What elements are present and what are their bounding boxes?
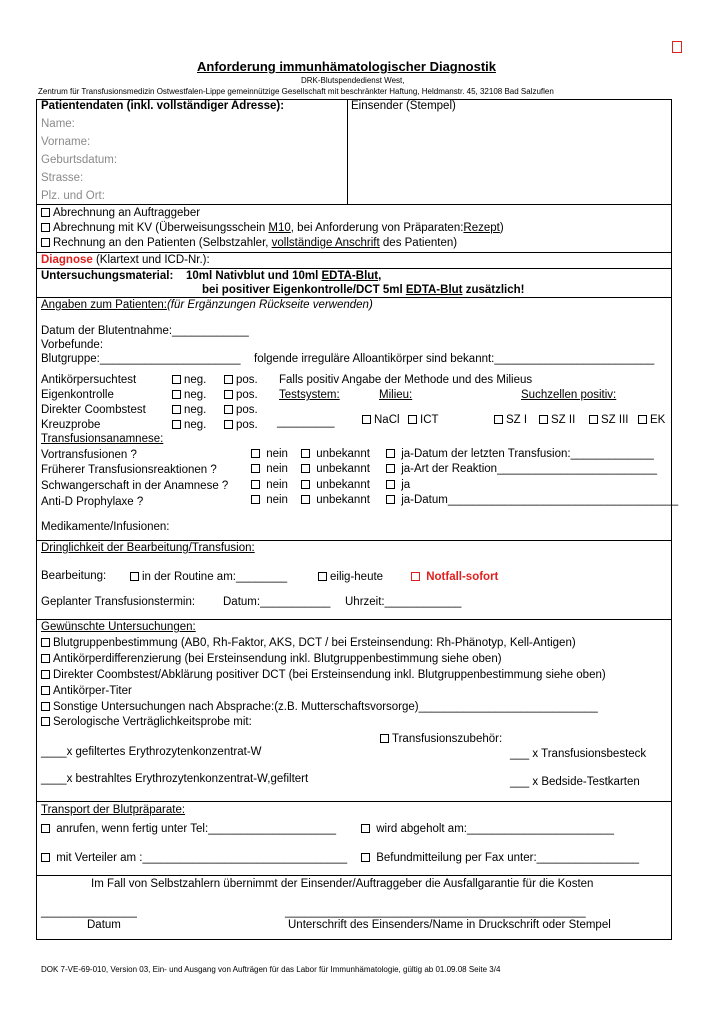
schwangerschaft-label: Schwangerschaft in der Anamnese ? xyxy=(41,480,229,492)
unbekannt-checkbox[interactable]: unbekannt xyxy=(301,479,370,491)
checkbox-icon[interactable] xyxy=(301,495,310,504)
checkbox-icon[interactable] xyxy=(380,734,389,743)
checkbox-icon[interactable] xyxy=(41,853,50,862)
neg-checkbox[interactable]: neg. xyxy=(172,404,206,416)
checkbox-icon[interactable] xyxy=(539,415,548,424)
untersuchung-item[interactable]: Antikörper-Titer xyxy=(41,685,132,697)
org-address: Zentrum für Transfusionsmedizin Ostwestfalen-Lippe gemeinnützige Gesellschaft mit beschränkter Haftung, Heldmanstr. 45, 32108 Bad Salzuflen xyxy=(38,87,554,96)
neg-checkbox[interactable]: neg. xyxy=(172,419,206,431)
vorname-field[interactable]: Vorname: xyxy=(41,136,91,148)
abgeholt-checkbox[interactable]: wird abgeholt am:_______________________ xyxy=(361,823,614,835)
checkbox-icon[interactable] xyxy=(251,464,260,473)
sz1-checkbox[interactable]: SZ I xyxy=(494,414,527,426)
anrufen-checkbox[interactable]: anrufen, wenn fertig unter Tel:____________________ xyxy=(41,823,336,835)
checkbox-icon[interactable] xyxy=(172,420,181,429)
checkbox-icon[interactable] xyxy=(41,670,50,679)
checkbox-icon[interactable] xyxy=(386,480,395,489)
alloantikoerper-field[interactable]: folgende irreguläre Alloantikörper sind bekannt:_________________________ xyxy=(254,353,655,365)
transfusion-heading: Transfusionsanamnese: xyxy=(41,433,164,445)
checkbox-icon[interactable] xyxy=(251,480,260,489)
ja-datum-checkbox[interactable]: ja-Datum der letzten Transfusion:_____________ xyxy=(386,448,654,460)
transport-heading: Transport der Blutpräparate: xyxy=(41,804,186,816)
pos-checkbox[interactable]: pos. xyxy=(224,419,258,431)
untersuchung-item[interactable]: Direkter Coombstest/Abklärung positiver DCT (bei Ersteinsendung inkl. Blutgruppenbestimmung siehe oben) xyxy=(41,669,606,681)
test-antikoerpersuchtest: Antikörpersuchtest xyxy=(41,374,137,386)
checkbox-icon[interactable] xyxy=(41,824,50,833)
fax-checkbox[interactable]: Befundmitteilung per Fax unter:________________ xyxy=(361,852,639,864)
checkbox-icon[interactable] xyxy=(224,375,233,384)
testsystem-field[interactable]: _________ xyxy=(277,416,335,428)
checkbox-icon[interactable] xyxy=(301,449,310,458)
diagnose-line: Diagnose (Klartext und ICD-Nr.): xyxy=(41,254,210,266)
untersuchung-item[interactable]: Antikörperdifferenzierung (bei Ersteinsendung inkl. Blutgruppenbestimmung siehe oben) xyxy=(41,653,502,665)
ja-checkbox[interactable]: ja xyxy=(386,479,410,491)
divider xyxy=(36,252,672,253)
untersuchungen-heading: Gewünschte Untersuchungen: xyxy=(41,621,196,633)
ek-bestrahlt-field[interactable]: ____x bestrahltes Erythrozytenkonzentrat-W,gefiltert xyxy=(41,773,309,785)
checkbox-icon[interactable] xyxy=(251,449,260,458)
testsystem-label: Testsystem: xyxy=(279,389,340,401)
divider xyxy=(347,99,348,204)
checkbox-icon[interactable] xyxy=(362,415,371,424)
page-title: Anforderung immunhämatologischer Diagnostik xyxy=(197,59,497,74)
pos-checkbox[interactable]: pos. xyxy=(224,404,258,416)
untersuchung-item[interactable]: Blutgruppenbestimmung (AB0, Rh-Faktor, AKS, DCT / bei Ersteinsendung: Rh-Phänotyp, Kell-Antigen) xyxy=(41,637,576,649)
checkbox-icon[interactable] xyxy=(41,223,50,232)
angaben-heading: Angaben zum Patienten:(für Ergänzungen Rückseite verwenden) xyxy=(41,299,373,311)
checkbox-icon[interactable] xyxy=(130,572,139,581)
anti-d-label: Anti-D Prophylaxe ? xyxy=(41,496,144,508)
checkbox-icon[interactable] xyxy=(224,405,233,414)
checkbox-icon[interactable] xyxy=(301,480,310,489)
checkbox-icon[interactable] xyxy=(494,415,503,424)
subtitle: DRK-Blutspendedienst West, xyxy=(301,76,405,85)
material-label: Untersuchungsmaterial: xyxy=(41,270,174,282)
checkbox-icon[interactable] xyxy=(638,415,647,424)
pos-checkbox[interactable]: pos. xyxy=(224,374,258,386)
corner-marker-icon xyxy=(672,41,682,53)
plz-ort-field[interactable]: Plz. und Ort: xyxy=(41,190,105,202)
divider xyxy=(36,875,672,876)
unterschrift-label: Unterschrift des Einsenders/Name in Druckschrift oder Stempel xyxy=(288,919,611,931)
ek-gefiltert-field[interactable]: ____x gefiltertes Erythrozytenkonzentrat-W xyxy=(41,746,262,758)
checkbox-icon[interactable] xyxy=(224,390,233,399)
nacl-checkbox[interactable]: NaCl xyxy=(362,414,400,426)
checkbox-icon[interactable] xyxy=(172,375,181,384)
untersuchung-item[interactable]: Sonstige Untersuchungen nach Absprache:(z.B. Mutterschaftsvorsorge)____________________________ xyxy=(41,701,598,713)
untersuchung-item[interactable]: Serologische Verträglichkeitsprobe mit: xyxy=(41,716,252,728)
checkbox-icon[interactable] xyxy=(589,415,598,424)
checkbox-icon[interactable] xyxy=(386,464,395,473)
sz3-checkbox[interactable]: SZ III xyxy=(589,414,628,426)
checkbox-icon[interactable] xyxy=(41,717,50,726)
nein-checkbox[interactable]: nein xyxy=(251,479,288,491)
falls-positiv-note: Falls positiv Angabe der Methode und des Milieus xyxy=(279,374,533,386)
checkbox-icon[interactable] xyxy=(224,420,233,429)
eilig-checkbox[interactable]: eilig-heute xyxy=(318,571,383,583)
nein-checkbox[interactable]: nein xyxy=(251,463,288,475)
billing-auftraggeber[interactable]: Abrechnung an Auftraggeber xyxy=(41,207,200,219)
datum-blutentnahme[interactable]: Datum der Blutentnahme:____________ xyxy=(41,325,249,337)
dringlichkeit-heading: Dringlichkeit der Bearbeitung/Transfusion: xyxy=(41,542,255,554)
test-eigenkontrolle: Eigenkontrolle xyxy=(41,389,114,401)
document-reference: DOK 7-VE-69-010, Version 03, Ein- und Ausgang von Aufträgen für das Labor für Immunhämatologie, gültig ab 01.09.08 Seite 3/4 xyxy=(41,965,501,974)
checkbox-icon[interactable] xyxy=(251,495,260,504)
pos-checkbox[interactable]: pos. xyxy=(224,389,258,401)
divider xyxy=(36,619,672,620)
medikamente-label: Medikamente/Infusionen: xyxy=(41,521,170,533)
checkbox-icon[interactable] xyxy=(386,495,395,504)
billing-kv[interactable]: Abrechnung mit KV (Überweisungsschein M10, bei Anforderung von Präparaten:Rezept) xyxy=(41,222,504,234)
unterschrift-signature-line[interactable]: _______________________________________________ xyxy=(285,906,586,918)
checkbox-icon[interactable] xyxy=(301,464,310,473)
geburtsdatum-field[interactable]: Geburtsdatum: xyxy=(41,154,118,166)
sz2-checkbox[interactable]: SZ II xyxy=(539,414,575,426)
divider xyxy=(36,540,672,541)
vorbefunde-label: Vorbefunde: xyxy=(41,339,104,351)
checkbox-icon[interactable] xyxy=(408,415,417,424)
checkbox-icon[interactable] xyxy=(318,572,327,581)
checkbox-icon[interactable] xyxy=(41,654,50,663)
ict-checkbox[interactable]: ICT xyxy=(408,414,439,426)
zubehoer-checkbox[interactable]: Transfusionszubehör: xyxy=(380,733,502,745)
material-line1: 10ml Nativblut und 10ml EDTA-Blut, xyxy=(186,270,382,282)
garantie-note: Im Fall von Selbstzahlern übernimmt der Einsender/Auftraggeber die Ausfallgarantie für die Kosten xyxy=(91,878,594,890)
divider xyxy=(36,268,672,269)
checkbox-icon[interactable] xyxy=(386,449,395,458)
billing-patient[interactable]: Rechnung an den Patienten (Selbstzahler, vollständige Anschrift des Patienten) xyxy=(41,237,457,249)
unbekannt-checkbox[interactable]: unbekannt xyxy=(301,494,370,506)
divider xyxy=(36,297,672,298)
name-field[interactable]: Name: xyxy=(41,118,75,130)
bearbeitung-label: Bearbeitung: xyxy=(41,570,107,582)
termin-uhrzeit-field[interactable]: Uhrzeit:____________ xyxy=(345,596,462,608)
nein-checkbox[interactable]: nein xyxy=(251,448,288,460)
strasse-field[interactable]: Strasse: xyxy=(41,172,84,184)
test-direkter-coombstest: Direkter Coombstest xyxy=(41,404,146,416)
notfall-checkbox[interactable]: Notfall-sofort xyxy=(411,571,498,583)
termin-datum-field[interactable]: Datum:___________ xyxy=(223,596,331,608)
material-line2: bei positiver Eigenkontrolle/DCT 5ml EDTA-Blut zusätzlich! xyxy=(202,284,525,296)
checkbox-icon[interactable] xyxy=(41,702,50,711)
unbekannt-checkbox[interactable]: unbekannt xyxy=(301,448,370,460)
checkbox-icon[interactable] xyxy=(41,686,50,695)
sender-stamp: Einsender (Stempel) xyxy=(351,100,456,112)
nein-checkbox[interactable]: nein xyxy=(251,494,288,506)
neg-checkbox[interactable]: neg. xyxy=(172,389,206,401)
checkbox-icon[interactable] xyxy=(411,572,420,581)
divider xyxy=(36,204,672,205)
routine-checkbox[interactable]: in der Routine am:________ xyxy=(130,571,287,583)
checkbox-icon[interactable] xyxy=(172,390,181,399)
checkbox-icon[interactable] xyxy=(41,238,50,247)
milieu-label: Milieu: xyxy=(379,389,413,401)
besteck-field[interactable]: ___ x Transfusionsbesteck xyxy=(510,748,647,760)
transfusionsreaktionen-label: Früherer Transfusionsreaktionen ? xyxy=(41,464,217,476)
datum-signature-line[interactable]: _______________ xyxy=(41,906,137,918)
patient-heading: Patientendaten (inkl. vollständiger Adresse): xyxy=(41,100,285,112)
divider xyxy=(36,801,672,802)
checkbox-icon[interactable] xyxy=(172,405,181,414)
ja-reaktion-checkbox[interactable]: ja-Art der Reaktion_________________________ xyxy=(386,463,657,475)
datum-label: Datum xyxy=(87,919,121,931)
checkbox-icon[interactable] xyxy=(361,824,370,833)
test-kreuzprobe: Kreuzprobe xyxy=(41,419,101,431)
testkarten-field[interactable]: ___ x Bedside-Testkarten xyxy=(510,776,640,788)
unbekannt-checkbox[interactable]: unbekannt xyxy=(301,463,370,475)
verteiler-checkbox[interactable]: mit Verteiler am :________________________________ xyxy=(41,852,347,864)
checkbox-icon[interactable] xyxy=(41,208,50,217)
checkbox-icon[interactable] xyxy=(361,853,370,862)
ja-prophylaxe-checkbox[interactable]: ja-Datum____________________________________ xyxy=(386,494,678,506)
blutgruppe-field[interactable]: Blutgruppe:______________________ xyxy=(41,353,241,365)
suchzellen-label: Suchzellen positiv: xyxy=(521,389,617,401)
ek-checkbox[interactable]: EK xyxy=(638,414,665,426)
neg-checkbox[interactable]: neg. xyxy=(172,374,206,386)
vortransfusionen-label: Vortransfusionen ? xyxy=(41,449,137,461)
transfusionstermin-label: Geplanter Transfusionstermin: xyxy=(41,596,196,608)
checkbox-icon[interactable] xyxy=(41,638,50,647)
